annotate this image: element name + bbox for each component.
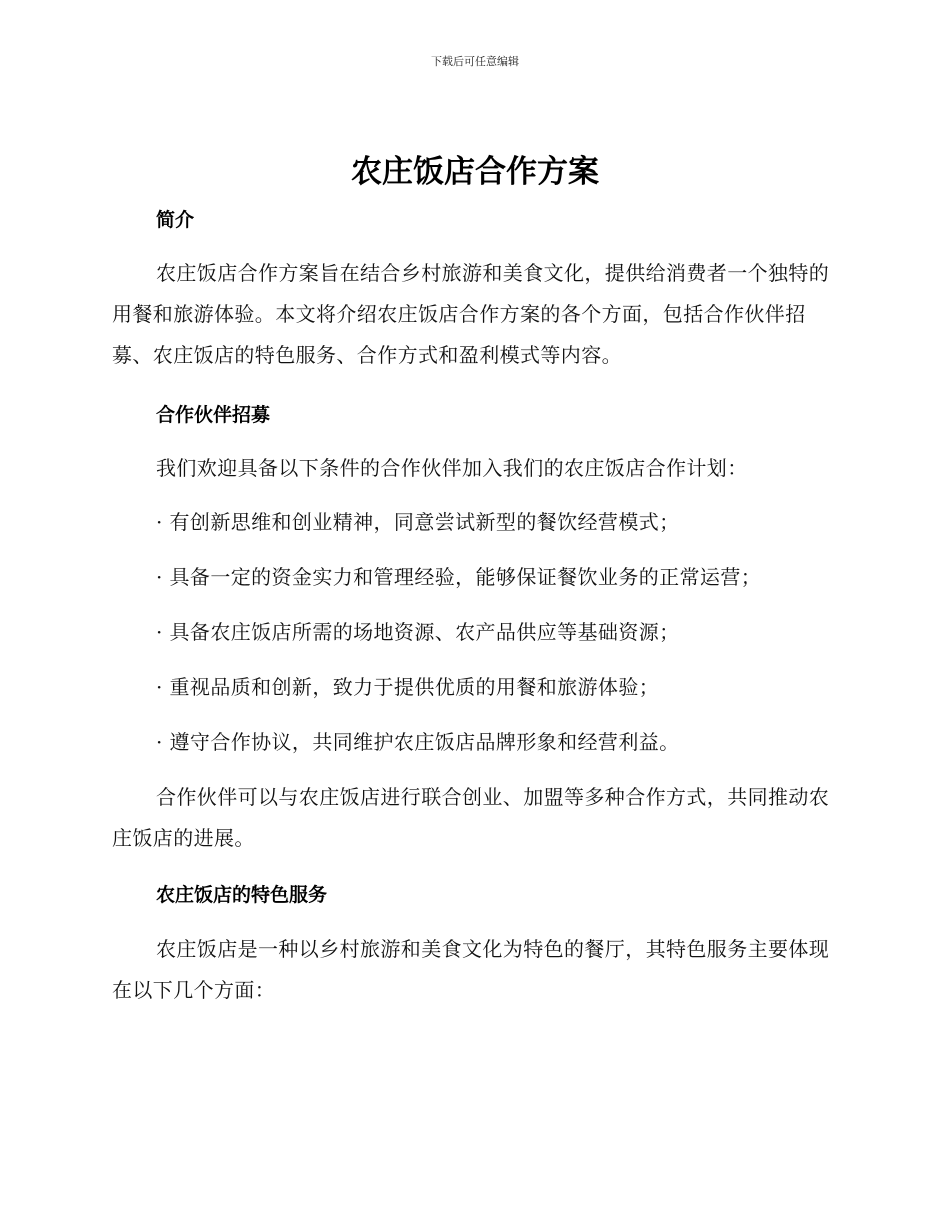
partner-requirement-item: · 有创新思维和创业精神，同意尝试新型的餐饮经营模式； <box>156 510 680 534</box>
partner-requirement-item: · 遵守合作协议，共同维护农庄饭店品牌形象和经营利益。 <box>156 730 680 754</box>
partner-requirement-item: · 重视品质和创新，致力于提供优质的用餐和旅游体验； <box>156 675 660 699</box>
partner-requirement-item: · 具备一定的资金实力和管理经验，能够保证餐饮业务的正常运营； <box>156 565 762 589</box>
partner-requirement-item: · 具备农庄饭店所需的场地资源、农产品供应等基础资源； <box>156 620 680 644</box>
page-header: 下载后可任意编辑 <box>431 55 519 68</box>
document-title: 农庄饭店合作方案 <box>351 154 599 190</box>
partners-lead-text: 我们欢迎具备以下条件的合作伙伴加入我们的农庄饭店合作计划： <box>156 456 748 480</box>
intro-paragraph: 农庄饭店合作方案旨在结合乡村旅游和美食文化，提供给消费者一个独特的用餐和旅游体验。本文将介绍农庄饭店合作方案的各个方面，包括合作伙伴招募、农庄饭店的特色服务、合作方式和盈利模式等内容。 <box>112 261 830 367</box>
section-heading-intro: 简介 <box>156 209 195 231</box>
partners-closing-paragraph: 合作伙伴可以与农庄饭店进行联合创业、加盟等多种合作方式，共同推动农庄饭店的进展。 <box>112 785 830 850</box>
section-heading-services: 农庄饭店的特色服务 <box>156 884 328 906</box>
services-paragraph: 农庄饭店是一种以乡村旅游和美食文化为特色的餐厅，其特色服务主要体现在以下几个方面： <box>112 937 830 1002</box>
section-heading-partners: 合作伙伴招募 <box>156 404 271 426</box>
